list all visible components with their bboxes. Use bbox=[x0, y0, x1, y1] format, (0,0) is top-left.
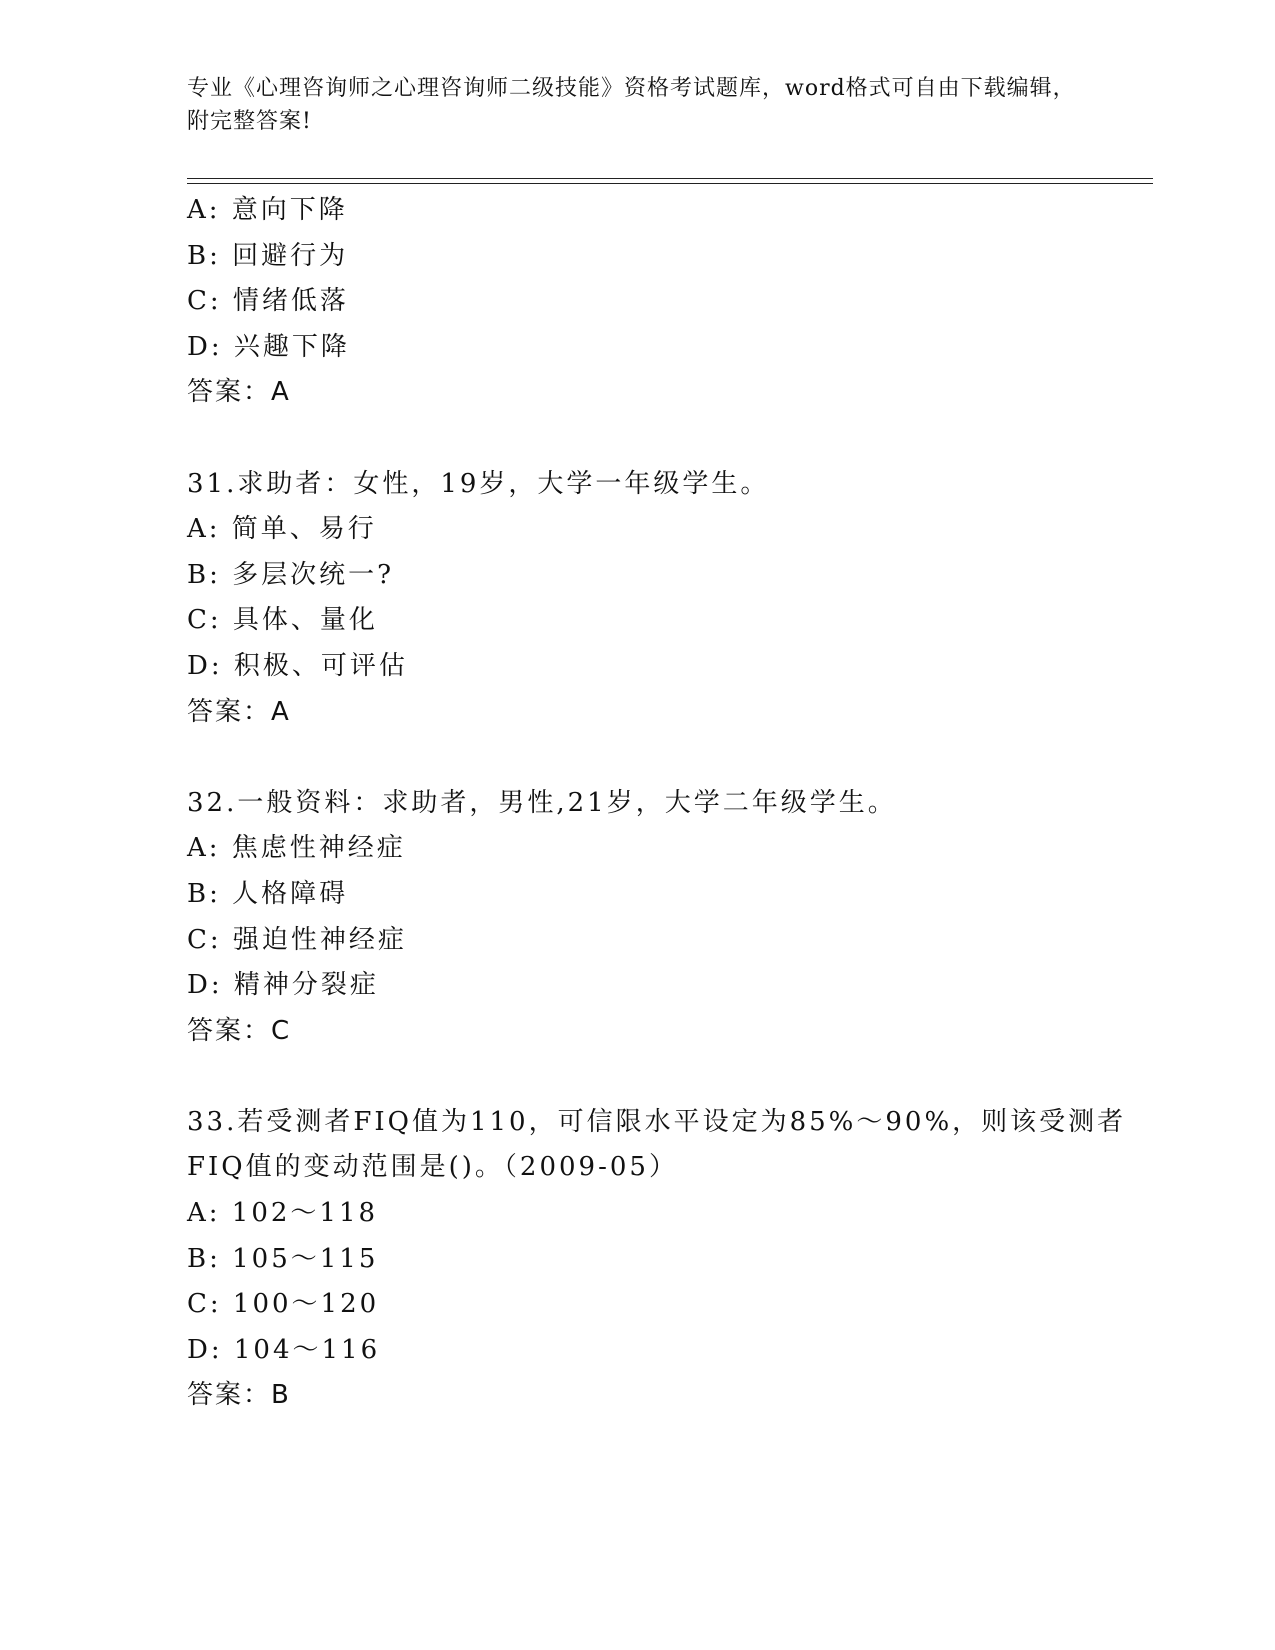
answer: 答案：A bbox=[187, 377, 291, 408]
option-c: C: 100～120 bbox=[187, 1289, 380, 1320]
question-stem-line-2: FIQ值的变动范围是()。（2009-05） bbox=[187, 1152, 678, 1183]
spacer bbox=[187, 416, 1127, 462]
option-d: D: 104～116 bbox=[187, 1334, 381, 1365]
option-b: B: 人格障碍 bbox=[187, 878, 349, 909]
question-32 bbox=[187, 781, 1127, 1055]
answer: 答案：B bbox=[187, 1380, 291, 1411]
option-c: C: 强迫性神经症 bbox=[187, 924, 407, 955]
option-d: D: 积极、可评估 bbox=[187, 650, 408, 681]
option-c: C: 情绪低落 bbox=[187, 286, 349, 317]
header-divider-top bbox=[187, 178, 1153, 179]
question-stem: 31.求助者：女性，19岁，大学一年级学生。 bbox=[187, 468, 770, 499]
answer: 答案：C bbox=[187, 1015, 292, 1046]
option-a: A: 简单、易行 bbox=[187, 514, 377, 545]
option-a: A: 意向下降 bbox=[187, 195, 348, 225]
answer: 答案：A bbox=[187, 696, 291, 727]
option-a: A: 焦虑性神经症 bbox=[187, 833, 406, 864]
question-stem-line-1: 33.若受测者FIQ值为110，可信限水平设定为85%～90%，则该受测者 bbox=[187, 1106, 1127, 1137]
option-a: A: 102～118 bbox=[187, 1198, 379, 1229]
question-stem: 32.一般资料：求助者，男性,21岁，大学二年级学生。 bbox=[187, 787, 897, 818]
question-31 bbox=[187, 462, 1127, 736]
spacer bbox=[187, 735, 1127, 781]
question-33 bbox=[187, 1100, 1127, 1419]
option-b: B: 多层次统一? bbox=[187, 559, 395, 590]
document-header: 专业《心理咨询师之心理咨询师二级技能》资格考试题库，word格式可自由下载编辑，附完整答案! bbox=[187, 76, 1076, 134]
spacer bbox=[187, 1054, 1127, 1100]
question-list bbox=[187, 188, 1127, 1419]
header-divider-bottom bbox=[187, 183, 1153, 184]
option-d: D: 精神分裂症 bbox=[187, 970, 379, 1001]
option-b: B: 105～115 bbox=[187, 1243, 379, 1274]
option-d: D: 兴趣下降 bbox=[187, 331, 350, 362]
option-c: C: 具体、量化 bbox=[187, 605, 378, 636]
option-b: B: 回避行为 bbox=[187, 240, 349, 271]
question-30 bbox=[187, 188, 1127, 416]
